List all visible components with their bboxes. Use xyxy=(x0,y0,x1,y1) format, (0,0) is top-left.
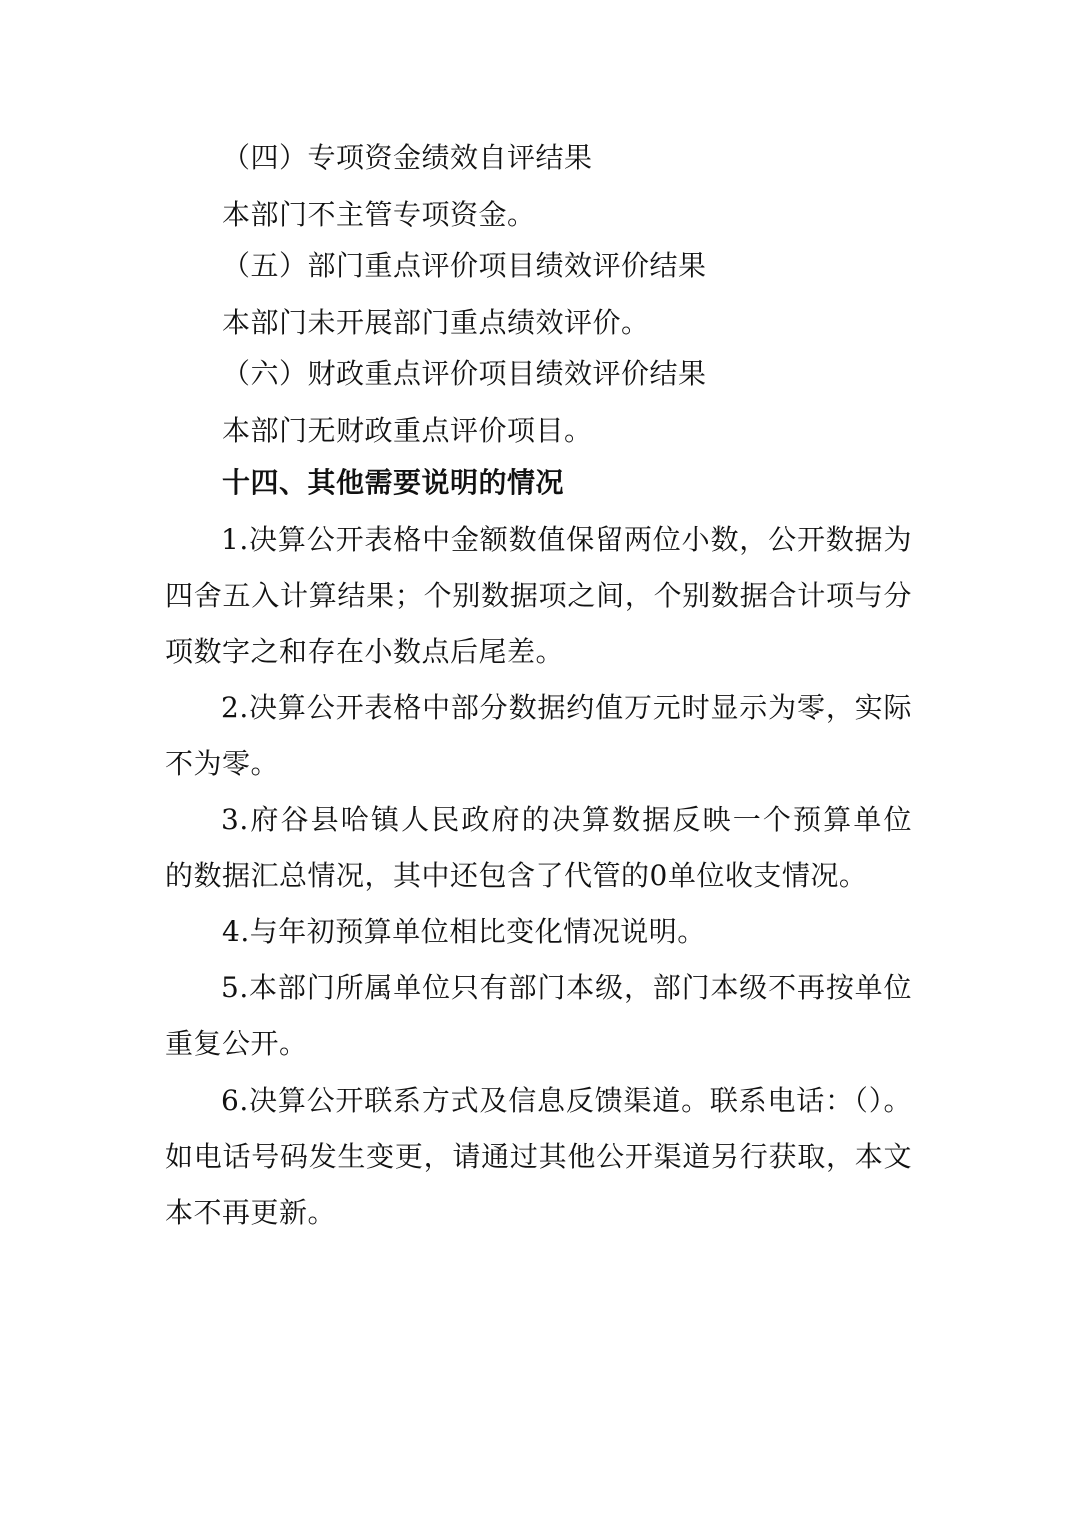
item-1-text-2: 四舍五入计算结果；个别数据项之间，个别数据合计项与分 xyxy=(165,579,912,612)
section-heading-6: （六）财政重点评价项目绩效评价结果 xyxy=(222,357,707,390)
item-4-line-1: 4.与年初预算单位相比变化情况说明。 xyxy=(222,915,706,948)
item-2-text-1: 2.决算公开表格中部分数据约值万元时显示为零，实际 xyxy=(221,691,912,724)
section-heading-14: 十四、其他需要说明的情况 xyxy=(222,466,565,499)
item-5-line-1 xyxy=(165,968,1074,1008)
item-2-line-1 xyxy=(165,688,1074,728)
item-3-text-1: 3.府谷县哈镇人民政府的决算数据反映一个预算单位 xyxy=(221,803,912,836)
item-5-line-2: 重复公开。 xyxy=(165,1027,308,1060)
item-6-text-1: 6.决算公开联系方式及信息反馈渠道。联系电话：（）。 xyxy=(221,1084,912,1117)
section-heading-5: （五）部门重点评价项目绩效评价结果 xyxy=(222,249,707,282)
item-6-line-3: 本不再更新。 xyxy=(165,1196,337,1229)
item-5-text-1: 5.本部门所属单位只有部门本级，部门本级不再按单位 xyxy=(221,971,912,1004)
item-6-line-1 xyxy=(165,1081,1074,1121)
item-1-line-1 xyxy=(165,520,1074,560)
section-body-5: 本部门未开展部门重点绩效评价。 xyxy=(222,306,650,339)
item-1-text-1: 1.决算公开表格中金额数值保留两位小数，公开数据为 xyxy=(221,523,912,556)
item-1-line-2 xyxy=(165,576,1074,616)
section-body-4: 本部门不主管专项资金。 xyxy=(222,198,536,231)
item-2-line-2: 不为零。 xyxy=(165,747,280,780)
item-1-line-3: 项数字之和存在小数点后尾差。 xyxy=(165,635,565,668)
item-3-line-1 xyxy=(165,800,1074,840)
item-3-line-2: 的数据汇总情况，其中还包含了代管的0单位收支情况。 xyxy=(165,859,868,892)
section-heading-4: （四）专项资金绩效自评结果 xyxy=(222,141,593,174)
item-6-line-2 xyxy=(165,1137,1074,1177)
item-6-text-2: 如电话号码发生变更，请通过其他公开渠道另行获取，本文 xyxy=(165,1140,912,1173)
section-body-6: 本部门无财政重点评价项目。 xyxy=(222,414,593,447)
